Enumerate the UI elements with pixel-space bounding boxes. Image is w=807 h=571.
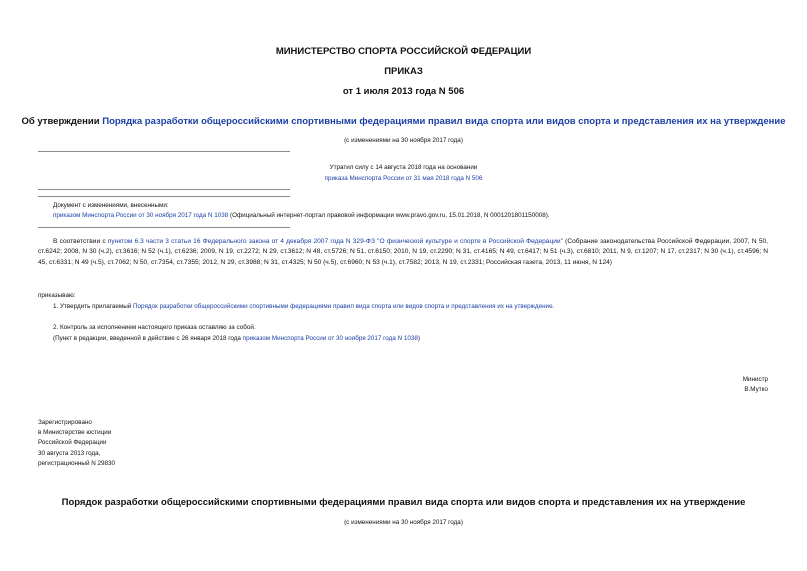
preamble-law-link[interactable]: пунктом 6.3 части 3 статьи 16 Федерального закона от 4 декабря 2007 года N 329-ФЗ "О физической культуре и спорте в Российской Федерации" (107, 238, 563, 245)
item-1 (53, 303, 554, 310)
doc-changes-line (53, 212, 550, 219)
registration-line: в Министерстве юстиции (38, 429, 112, 437)
document-title (0, 116, 807, 127)
preamble-paragraph (38, 237, 768, 268)
order-word: приказываю: (38, 292, 76, 299)
appendix-changes-note: (с изменениями на 30 ноября 2017 года) (344, 519, 463, 526)
doc-type-heading: ПРИКАЗ (384, 66, 423, 77)
item1-start: 1. Утвердить прилагаемый (53, 303, 134, 310)
lost-force-note (0, 164, 807, 171)
item1-link[interactable]: Порядок разработки общероссийскими спортивными федерациями правил вида спорта или видов спорта и представления их на утверждение (133, 303, 553, 310)
item-2-note (53, 335, 420, 342)
registration-line: Зарегистрировано (38, 419, 92, 426)
title-link[interactable]: Порядка разработки общероссийскими спортивными федерациями правил вида спорта или видов спорта и представления их на утверждение (102, 116, 786, 127)
doc-changes-intro: Документ с изменениями, внесенными: (53, 202, 169, 209)
item1-end: . (552, 303, 555, 310)
title-prefix: Об утверждении (21, 116, 103, 127)
appendix-title: Порядок разработки общероссийскими спортивными федерациями правил вида спорта или видов спорта и представления их на утверждение (61, 497, 746, 508)
ministry-heading: МИНИСТЕРСТВО СПОРТА РОССИЙСКОЙ ФЕДЕРАЦИИ (275, 46, 532, 57)
date-number-heading: от 1 июля 2013 года N 506 (342, 86, 465, 97)
divider-line (38, 151, 290, 152)
changes-note: (с изменениями на 30 ноября 2017 года) (344, 137, 463, 144)
registration-line: регистрационный N 29830 (38, 459, 116, 467)
divider-line (38, 189, 290, 190)
item2-note-link[interactable]: приказом Минспорта России от 30 ноября 2017 года N 1038 (242, 335, 418, 342)
signature-position: Министр (742, 376, 768, 383)
registration-block (38, 418, 115, 469)
registration-line: 30 августа 2013 года, (38, 449, 101, 457)
item2-note-end: ) (417, 335, 421, 342)
registration-line: Российской Федерации (38, 439, 107, 447)
doc-changes-rest: (Официальный интернет-портал правовой информации www.pravo.gov.ru, 15.01.2018, N 0001201801150008). (228, 212, 550, 219)
signature-name: В.Мутко (744, 386, 768, 393)
item-2: 2. Контроль за исполнением настоящего приказа оставляю за собой. (53, 324, 256, 331)
lost-force-line1: Утратил силу с 14 августа 2018 года на основании (329, 164, 478, 171)
lost-force-link[interactable]: приказа Минспорта России от 31 мая 2018 года N 506 (324, 175, 483, 182)
divider-line (38, 196, 290, 197)
divider-line (38, 227, 290, 228)
item2-note-start: (Пункт в редакции, введенной в действие с 26 января 2018 года (53, 335, 243, 342)
doc-changes-link[interactable]: приказом Минспорта России от 30 ноября 2017 года N 1038 (53, 212, 229, 219)
preamble-start: В соответствии с (53, 238, 108, 245)
preamble-rest: (Собрание законодательства Российской Федерации, 2007, N 50, ст.6242; 2008, N 30 (ч.2), ст.3616; N 52 (ч.1), ст.6236; 2009, N 19, ст.2272; N 29, ст.3612; N 48, ст.5726; N 51, ст.6150; 2010, N 19, ст.2290; N 31, ст.4165; N 49, ст.6417; N 51 (ч.3), ст.6810; 2011, N 9, ст.1207; N 17, ст.2317; N 30 (ч.1), ст.4596; N 45, ст.6331; N 49 (ч.5), ст.7062; N 50, ст.7354, ст.7355; 2012, N 29, ст.3988; N 31, ст.4325; N 50 (ч.5), ст.6960; N 53 (ч.1), ст.7582; 2013, N 19, ст.2331; Российская газета, 2013, 11 июня, N 124) (38, 238, 768, 266)
